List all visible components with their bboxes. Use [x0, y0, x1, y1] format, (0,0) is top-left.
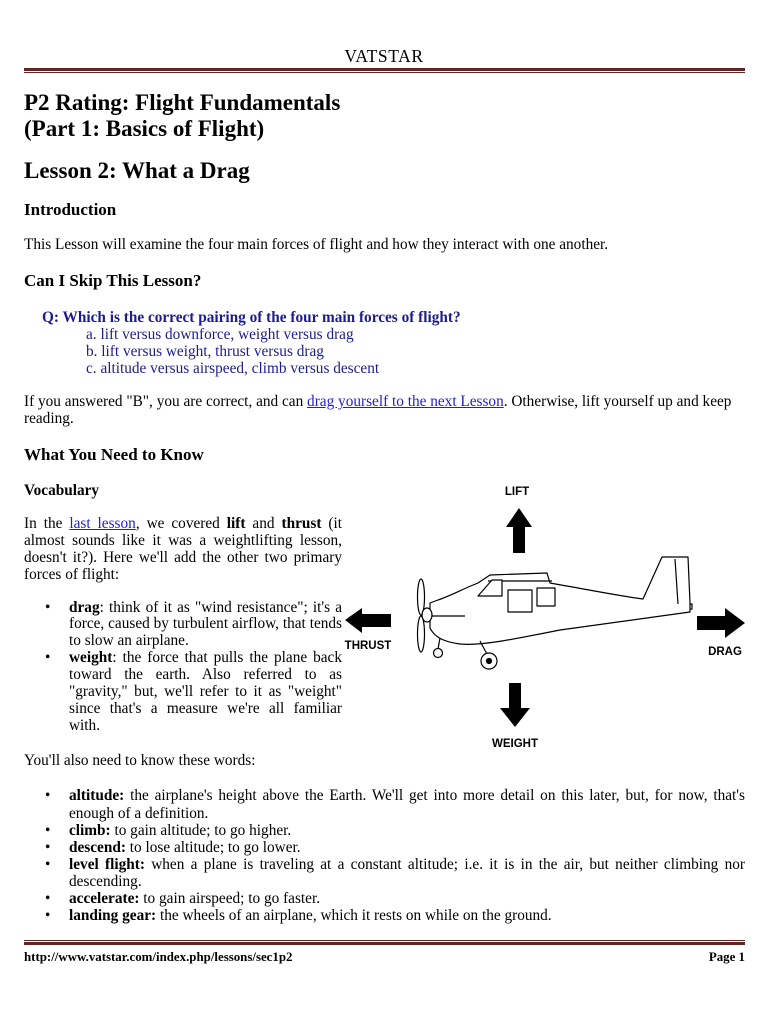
last-lesson-link[interactable]: last lesson	[69, 515, 136, 532]
propeller-blade-bottom	[418, 616, 425, 652]
rear-window	[537, 588, 555, 606]
vocab-text-1: In the	[24, 515, 70, 532]
four-forces-diagram	[340, 478, 750, 753]
answer-paragraph	[24, 393, 745, 427]
main-wheel-hub	[487, 659, 492, 664]
vocab-text-3: and	[245, 515, 282, 532]
fuselage	[430, 557, 690, 644]
list-item	[24, 839, 745, 856]
list-item	[24, 890, 745, 907]
header-rule	[24, 68, 745, 73]
quiz-question: Q: Which is the correct pairing of the four main forces of flight?	[42, 308, 461, 326]
list-item	[24, 650, 342, 735]
skip-heading: Can I Skip This Lesson?	[24, 271, 202, 290]
cabin-door	[508, 590, 532, 612]
quiz-option-c: c. altitude versus airspeed, climb versus descent	[86, 359, 380, 377]
vocab-text-4: (it almost sounds like it was a weightlifting lesson, doesn't it?). Here we'll add the other two primary forces of flight:	[24, 515, 342, 583]
weight-arrow-icon	[500, 683, 530, 727]
document-title	[24, 90, 340, 142]
drag-arrow-icon	[697, 608, 745, 638]
page-number: Page 1	[708, 950, 745, 964]
term: descend:	[69, 838, 126, 856]
term-definition: the wheels of an airplane, which it rests on while on the ground.	[156, 907, 552, 925]
list-item	[24, 822, 745, 839]
vocabulary-heading: Vocabulary	[24, 482, 100, 499]
nose-gear-strut	[438, 638, 440, 649]
introduction-text: This Lesson will examine the four main forces of flight and how they interact with one another.	[24, 236, 609, 253]
drag-label: DRAG	[708, 646, 742, 658]
force-term: drag	[69, 598, 100, 616]
next-lesson-link[interactable]: drag yourself to the next Lesson	[307, 393, 504, 410]
vocab-text-2: , we covered	[135, 515, 227, 532]
term: landing gear:	[69, 907, 157, 925]
force-definition: : think of it as "wind resistance"; it's a force, caused by turbulent airflow, that tends to slow an airplane.	[69, 598, 342, 650]
quiz-option-b: b. lift versus weight, thrust versus drag	[86, 342, 324, 360]
vocab-term-thrust: thrust	[281, 515, 322, 532]
lift-arrow-icon	[506, 508, 532, 553]
answer-text-after: . Otherwise, lift yourself up and keep reading.	[24, 393, 732, 427]
quiz-question-block	[42, 309, 742, 377]
nose-wheel	[434, 649, 443, 658]
term-definition: when a plane is traveling at a constant altitude; i.e. it is in the air, but neither climbing nor descending.	[69, 855, 745, 891]
list-item	[24, 907, 745, 924]
terms-list	[24, 787, 745, 924]
quiz-option-a: a. lift versus downforce, weight versus drag	[86, 325, 354, 343]
force-definition: : the force that pulls the plane back toward the earth. Also referred to as "gravity," but, we'll refer to it as "weight" since that's a measure we're all familiar with.	[69, 649, 342, 734]
introduction-heading: Introduction	[24, 200, 117, 219]
answer-text-before: If you answered "B", you are correct, and can	[24, 393, 308, 410]
list-item	[24, 600, 342, 651]
term-definition: to gain altitude; to go higher.	[110, 821, 292, 839]
term: climb:	[69, 821, 111, 839]
term: level flight:	[69, 855, 145, 873]
footer-rule	[24, 940, 745, 945]
term-definition: to lose altitude; to go lower.	[125, 838, 301, 856]
footer-url: http://www.vatstar.com/index.php/lessons/sec1p2	[24, 950, 293, 964]
title-line-2: (Part 1: Basics of Flight)	[24, 116, 265, 141]
lesson-title: Lesson 2: What a Drag	[24, 158, 250, 183]
term: accelerate:	[69, 890, 140, 908]
airplane-illustration	[418, 557, 693, 669]
thrust-label: THRUST	[344, 640, 392, 652]
thrust-arrow-icon	[345, 608, 391, 633]
words-intro: You'll also need to know these words:	[24, 751, 256, 769]
header-title: VATSTAR	[344, 46, 424, 66]
weight-label: WEIGHT	[492, 738, 538, 750]
vocab-term-lift: lift	[226, 515, 246, 532]
propeller-spinner	[422, 608, 432, 622]
need-to-know-heading: What You Need to Know	[24, 445, 204, 464]
title-line-1: P2 Rating: Flight Fundamentals	[24, 90, 341, 115]
lift-label: LIFT	[504, 486, 530, 498]
term-definition: to gain airspeed; to go faster.	[139, 890, 321, 908]
term: altitude:	[69, 787, 125, 805]
force-term: weight	[69, 649, 113, 667]
list-item	[24, 856, 745, 890]
term-definition: the airplane's height above the Earth. We'll get into more detail on this later, but, for now, that's enough of a definition.	[69, 787, 745, 822]
vocabulary-intro-paragraph	[24, 515, 342, 583]
list-item	[24, 787, 745, 821]
forces-list	[24, 600, 342, 735]
